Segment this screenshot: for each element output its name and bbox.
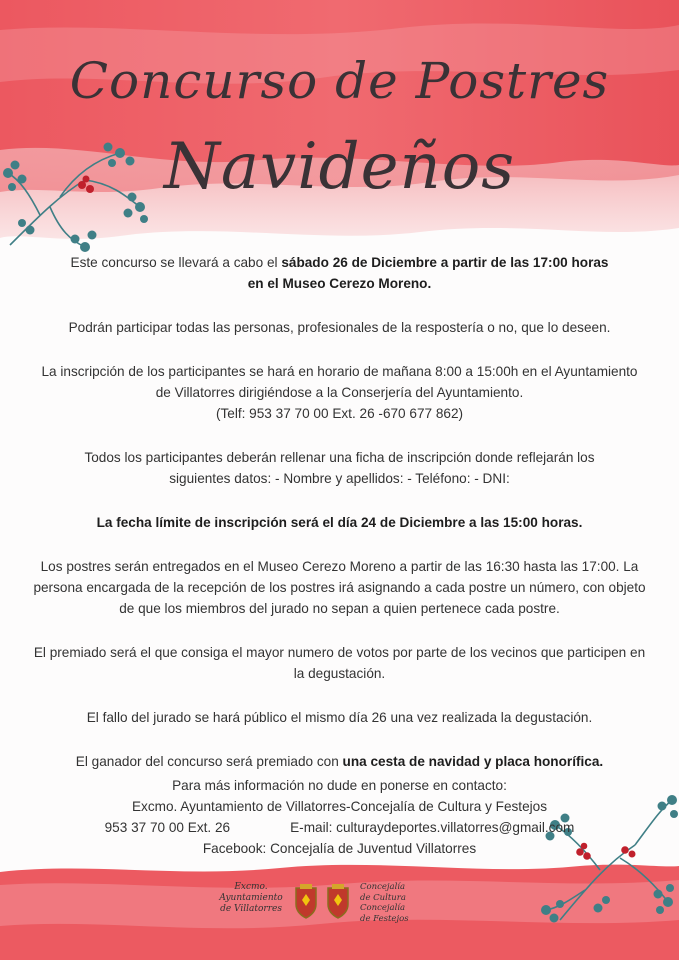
delivery-line-2: persona encargada de la recepción de los postres irá asignando a cada postre un número, con objeto	[33, 580, 646, 595]
contact-phone: 953 37 70 00 Ext. 26	[104, 820, 231, 835]
footer-right-line-4: de Festejos	[360, 913, 409, 924]
contact-intro: Para más información no dude en ponerse en contacto:	[172, 778, 507, 793]
delivery-line-3: de que los miembros del jurado no sepan a quien pertenece cada postre.	[119, 601, 560, 616]
delivery-paragraph	[30, 556, 649, 619]
footer-right-line-1: Concejalía	[360, 882, 406, 892]
footer-ayuntamiento-text	[210, 882, 292, 915]
title-line-2: Navideños	[163, 130, 516, 204]
coat-of-arms-icon	[292, 884, 320, 920]
announcement-body	[30, 252, 649, 795]
contact-facebook: Facebook: Concejalía de Juventud Villatorres	[202, 841, 477, 856]
footer-left-line-1: Excmo.	[234, 882, 268, 892]
footer-concejalia-text	[360, 882, 420, 924]
registration-line-2: de Villatorres dirigiéndose a la Conserjería del Ayuntamiento.	[155, 385, 524, 400]
form-paragraph	[30, 447, 649, 489]
registration-line-3: (Telf: 953 37 70 00 Ext. 26 -670 677 862)	[215, 406, 464, 421]
winner-paragraph	[30, 642, 649, 684]
footer-right-line-3: Concejalía	[360, 903, 406, 913]
intro-prefix: Este concurso se llevará a cabo el	[70, 255, 282, 270]
registration-line-1: La inscripción de los participantes se hará en horario de mañana 8:00 a 15:00h en el Ayuntamiento	[41, 364, 638, 379]
coat-of-arms-icon-2	[324, 884, 352, 920]
footer-logos	[210, 880, 450, 930]
delivery-line-1: Los postres serán entregados en el Museo Cerezo Moreno a partir de las 16:30 hasta las 17:00. La	[40, 559, 639, 574]
contact-block	[30, 775, 649, 859]
contact-row	[30, 817, 649, 838]
registration-paragraph	[30, 361, 649, 424]
deadline-paragraph	[30, 512, 649, 533]
winner-line-2: la degustación.	[293, 666, 386, 681]
deadline-text: La fecha límite de inscripción será el día 24 de Diciembre a las 15:00 horas.	[96, 515, 583, 530]
berry-cluster-icon	[78, 176, 94, 194]
footer-left-line-3: de Villatorres	[220, 904, 282, 914]
verdict-paragraph: El fallo del jurado se hará público el mismo día 26 una vez realizada la degustación.	[86, 710, 593, 725]
intro-place: en el Museo Cerezo Moreno.	[247, 276, 432, 291]
footer-left-line-2: Ayuntamiento	[219, 893, 283, 903]
prize-prefix: El ganador del concurso será premiado con	[75, 754, 343, 769]
title-line-1: Concurso de Postres	[69, 52, 610, 110]
intro-paragraph	[30, 252, 649, 294]
sprig-decoration-icon	[0, 135, 150, 255]
footer-right-line-2: de Cultura	[360, 892, 406, 903]
form-line-1: Todos los participantes deberán rellenar una ficha de inscripción donde reflejarán los	[84, 450, 595, 465]
prize-paragraph	[30, 751, 649, 772]
contact-email: E-mail: culturaydeportes.villatorres@gmail.com	[290, 820, 575, 835]
contact-org: Excmo. Ayuntamiento de Villatorres-Concejalía de Cultura y Festejos	[131, 799, 548, 814]
participation-paragraph: Podrán participar todas las personas, profesionales de la respostería o no, que lo deseen.	[68, 320, 611, 335]
form-line-2: siguientes datos: - Nombre y apellidos: - Teléfono: - DNI:	[169, 471, 510, 486]
winner-line-1: El premiado será el que consiga el mayor numero de votos por parte de los vecinos que participen en	[33, 645, 646, 660]
prize-highlight: una cesta de navidad y placa honorífica.	[342, 754, 604, 769]
intro-date: sábado 26 de Diciembre a partir de las 17:00 horas	[281, 255, 609, 270]
